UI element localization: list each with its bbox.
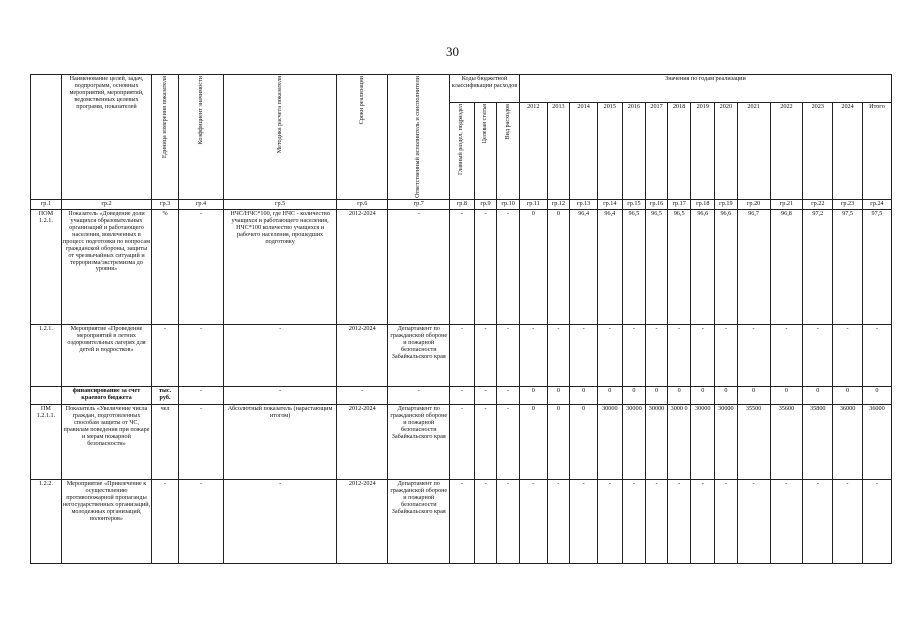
row-method: Абсолютный показатель (нарастающим итогом) bbox=[224, 404, 337, 479]
row-code bbox=[31, 386, 62, 404]
header-row-top bbox=[31, 75, 892, 103]
row-value-year: 0 bbox=[622, 386, 646, 404]
page-number: 30 bbox=[446, 44, 459, 59]
row-value-year: 0 bbox=[803, 386, 833, 404]
row-value-year: 96,4 bbox=[570, 209, 598, 324]
row-budget-target: - bbox=[474, 324, 497, 386]
row-value-year: 0 bbox=[646, 386, 668, 404]
row-value-year: 0 bbox=[519, 404, 547, 479]
row-budget-expense: - bbox=[497, 386, 520, 404]
row-value-total: 36000 bbox=[862, 404, 891, 479]
row-value-year: 96,4 bbox=[597, 209, 622, 324]
col-number: гр.18 bbox=[691, 199, 715, 209]
row-budget-expense: - bbox=[497, 479, 520, 563]
row-value-year: - bbox=[737, 324, 770, 386]
row-budget-target: - bbox=[474, 386, 497, 404]
row-budget-section: - bbox=[450, 404, 475, 479]
col-number: гр.17 bbox=[667, 199, 691, 209]
row-value-year: 35600 bbox=[770, 404, 803, 479]
row-budget-section: - bbox=[450, 324, 475, 386]
row-unit: - bbox=[152, 324, 179, 386]
row-period: 2012-2024 bbox=[337, 404, 388, 479]
row-value-total: 0 bbox=[862, 386, 891, 404]
row-value-total: - bbox=[862, 324, 891, 386]
col-number: гр.4 bbox=[178, 199, 223, 209]
col-number: гр.11 bbox=[519, 199, 547, 209]
row-budget-expense: - bbox=[497, 209, 520, 324]
col-number: гр.7 bbox=[388, 199, 450, 209]
col-number: гр.12 bbox=[547, 199, 570, 209]
row-code: ПМ 1.2.1.1. bbox=[31, 404, 62, 479]
col-number: гр.9 bbox=[474, 199, 497, 209]
col-number: гр.15 bbox=[622, 199, 646, 209]
col-number: гр.24 bbox=[862, 199, 891, 209]
col-number: гр.21 bbox=[770, 199, 803, 209]
row-period: 2012-2024 bbox=[337, 324, 388, 386]
header-main-section: Главный раздел, подраздел bbox=[450, 102, 475, 199]
header-year: 2020 bbox=[715, 102, 738, 199]
header-code-cell bbox=[31, 75, 62, 200]
row-method: - bbox=[224, 386, 337, 404]
row-value-year: 35500 bbox=[737, 404, 770, 479]
row-value-year: - bbox=[691, 324, 715, 386]
row-budget-section: - bbox=[450, 209, 475, 324]
col-number: гр.10 bbox=[497, 199, 520, 209]
row-code: 1.2.1. bbox=[31, 324, 62, 386]
row-coefficient: - bbox=[178, 209, 223, 324]
header-year: 2014 bbox=[570, 102, 598, 199]
column-number-row bbox=[31, 199, 892, 209]
row-unit: чел bbox=[152, 404, 179, 479]
row-value-year: 36000 bbox=[833, 404, 863, 479]
row-value-year: 0 bbox=[667, 386, 691, 404]
header-year: 2015 bbox=[597, 102, 622, 199]
row-value-year: 0 bbox=[547, 404, 570, 479]
row-value-year: - bbox=[803, 479, 833, 563]
row-value-year: 0 bbox=[833, 386, 863, 404]
row-value-year: 0 bbox=[570, 386, 598, 404]
row-unit: - bbox=[152, 479, 179, 563]
row-unit: тыс. руб. bbox=[152, 386, 179, 404]
row-value-total: 97,5 bbox=[862, 209, 891, 324]
row-value-total: - bbox=[862, 479, 891, 563]
row-coefficient: - bbox=[178, 479, 223, 563]
row-value-year: 0 bbox=[715, 386, 738, 404]
row-responsible: - bbox=[388, 209, 450, 324]
row-name: Показатель «Увеличение числа граждан, подготовленных способам защиты от ЧС, правилам поведения при пожаре и мерам пожарной безопасности» bbox=[61, 404, 151, 479]
row-value-year: 30000 bbox=[691, 404, 715, 479]
row-value-year: 30000 bbox=[597, 404, 622, 479]
header-year: 2013 bbox=[547, 102, 570, 199]
row-value-year: - bbox=[737, 479, 770, 563]
row-value-year: - bbox=[547, 324, 570, 386]
row-value-year: 30000 bbox=[646, 404, 668, 479]
col-number: гр.22 bbox=[803, 199, 833, 209]
row-value-year: - bbox=[770, 324, 803, 386]
row-budget-target: - bbox=[474, 209, 497, 324]
row-responsible: Департамент по гражданской обороне и пожарной безопасности Забайкальского края bbox=[388, 479, 450, 563]
row-budget-section: - bbox=[450, 386, 475, 404]
col-number: гр.3 bbox=[152, 199, 179, 209]
col-number: гр.1 bbox=[31, 199, 62, 209]
row-value-year: - bbox=[519, 479, 547, 563]
row-value-year: - bbox=[667, 479, 691, 563]
row-period: - bbox=[337, 386, 388, 404]
col-number: гр.2 bbox=[61, 199, 151, 209]
row-budget-section: - bbox=[450, 479, 475, 563]
row-code: 1.2.2. bbox=[31, 479, 62, 563]
header-target-article: Целевая статья bbox=[474, 102, 497, 199]
row-name: финансирование за счет краевого бюджета bbox=[61, 386, 151, 404]
row-value-year: - bbox=[646, 479, 668, 563]
col-number: гр.8 bbox=[450, 199, 475, 209]
header-year: 2017 bbox=[646, 102, 668, 199]
row-value-year: - bbox=[622, 479, 646, 563]
row-value-year: 96,5 bbox=[646, 209, 668, 324]
row-value-year: 0 bbox=[547, 209, 570, 324]
row-value-year: 0 bbox=[597, 386, 622, 404]
row-value-year: 3000 0 bbox=[667, 404, 691, 479]
row-budget-expense: - bbox=[497, 324, 520, 386]
row-value-year: - bbox=[691, 479, 715, 563]
row-coefficient: - bbox=[178, 404, 223, 479]
row-value-year: 96,7 bbox=[737, 209, 770, 324]
row-value-year: 0 bbox=[547, 386, 570, 404]
row-value-year: - bbox=[547, 479, 570, 563]
row-value-year: - bbox=[597, 324, 622, 386]
row-value-year: 0 bbox=[691, 386, 715, 404]
indicators-table bbox=[30, 74, 892, 564]
row-value-year: 0 bbox=[770, 386, 803, 404]
header-coef: Коэффициент значимости bbox=[178, 75, 223, 200]
row-value-year: 30000 bbox=[715, 404, 738, 479]
row-unit: % bbox=[152, 209, 179, 324]
row-value-year: - bbox=[646, 324, 668, 386]
header-method: Методика расчета показателя bbox=[224, 75, 337, 200]
row-value-year: - bbox=[833, 324, 863, 386]
row-budget-expense: - bbox=[497, 404, 520, 479]
header-expense-type: Вид расходов bbox=[497, 102, 520, 199]
row-value-year: 97,5 bbox=[833, 209, 863, 324]
row-name: Мероприятие «Привлечение к осуществлению противопожарной пропаганды негосударственных организаций, молодежных организаций, волонтеров» bbox=[61, 479, 151, 563]
header-year: 2016 bbox=[622, 102, 646, 199]
table-row bbox=[31, 209, 892, 324]
row-value-year: - bbox=[667, 324, 691, 386]
row-value-year: 0 bbox=[519, 209, 547, 324]
header-year: 2023 bbox=[803, 102, 833, 199]
header-values-by-year: Значения по годам реализации bbox=[519, 75, 891, 103]
row-budget-target: - bbox=[474, 479, 497, 563]
col-number: гр.6 bbox=[337, 199, 388, 209]
header-responsible: Ответственный исполнитель и соисполнители bbox=[388, 75, 450, 200]
header-year: 2012 bbox=[519, 102, 547, 199]
row-value-year: 0 bbox=[737, 386, 770, 404]
header-period: Сроки реализации bbox=[337, 75, 388, 200]
row-method: - bbox=[224, 479, 337, 563]
col-number: гр.14 bbox=[597, 199, 622, 209]
row-budget-target: - bbox=[474, 404, 497, 479]
table-row bbox=[31, 404, 892, 479]
header-budget-codes: Коды бюджетной классификации расходов bbox=[450, 75, 520, 103]
row-value-year: 96,5 bbox=[622, 209, 646, 324]
row-coefficient: - bbox=[178, 386, 223, 404]
table-row bbox=[31, 386, 892, 404]
row-value-year: - bbox=[833, 479, 863, 563]
row-code: ПОМ 1.2.1. bbox=[31, 209, 62, 324]
row-value-year: 0 bbox=[519, 386, 547, 404]
row-value-year: 30000 bbox=[622, 404, 646, 479]
table-row bbox=[31, 324, 892, 386]
row-responsible: - bbox=[388, 386, 450, 404]
header-year: 2022 bbox=[770, 102, 803, 199]
col-number: гр.20 bbox=[737, 199, 770, 209]
col-number: гр.5 bbox=[224, 199, 337, 209]
col-number: гр.23 bbox=[833, 199, 863, 209]
header-year: 2021 bbox=[737, 102, 770, 199]
row-responsible: Департамент по гражданской обороне и пожарной безопасности Забайкальского края bbox=[388, 404, 450, 479]
row-period: 2012-2024 bbox=[337, 479, 388, 563]
row-value-year: - bbox=[570, 324, 598, 386]
row-period: 2012-2024 bbox=[337, 209, 388, 324]
row-responsible: Департамент по гражданской обороне и пожарной безопасности Забайкальского края bbox=[388, 324, 450, 386]
row-value-year: - bbox=[622, 324, 646, 386]
row-value-year: - bbox=[770, 479, 803, 563]
row-value-year: 96,6 bbox=[715, 209, 738, 324]
header-year: 2018 bbox=[667, 102, 691, 199]
header-year: 2024 bbox=[833, 102, 863, 199]
row-value-year: - bbox=[803, 324, 833, 386]
row-coefficient: - bbox=[178, 324, 223, 386]
row-value-year: - bbox=[715, 324, 738, 386]
col-number: гр.19 bbox=[715, 199, 738, 209]
row-value-year: 97,2 bbox=[803, 209, 833, 324]
table-body bbox=[31, 209, 892, 563]
table-row bbox=[31, 479, 892, 563]
col-number: гр.13 bbox=[570, 199, 598, 209]
row-method: НЧС/НЧС*100, где НЧС - количество учащихся и работающего населения, НЧС*100 количество учащихся и рабочего населения, прошедших подготовку bbox=[224, 209, 337, 324]
row-value-year: - bbox=[715, 479, 738, 563]
row-value-year: - bbox=[519, 324, 547, 386]
row-value-year: 96,5 bbox=[667, 209, 691, 324]
row-value-year: - bbox=[597, 479, 622, 563]
row-method: - bbox=[224, 324, 337, 386]
col-number: гр.16 bbox=[646, 199, 668, 209]
header-name: Наименование целей, задач, подпрограмм, основных мероприятий, мероприятий, ведомственных целевых программ, показателей bbox=[61, 75, 151, 200]
header-unit: Единица измерения показателя bbox=[152, 75, 179, 200]
header-total: Итого bbox=[862, 102, 891, 199]
row-name: Мероприятие «Проведение мероприятий в летних оздоровительных лагерях для детей и подростков» bbox=[61, 324, 151, 386]
row-name: Показатель «Доведение доли учащихся образовательных организаций и работающего населения, вовлеченных в процесс подготовки по вопросам гражданской обороны, защиты от чрезвычайных ситуаций и терроризма/экстремизма до уровня» bbox=[61, 209, 151, 324]
row-value-year: 96,6 bbox=[691, 209, 715, 324]
row-value-year: - bbox=[570, 479, 598, 563]
header-year: 2019 bbox=[691, 102, 715, 199]
row-value-year: 35800 bbox=[803, 404, 833, 479]
row-value-year: 0 bbox=[570, 404, 598, 479]
row-value-year: 96,8 bbox=[770, 209, 803, 324]
